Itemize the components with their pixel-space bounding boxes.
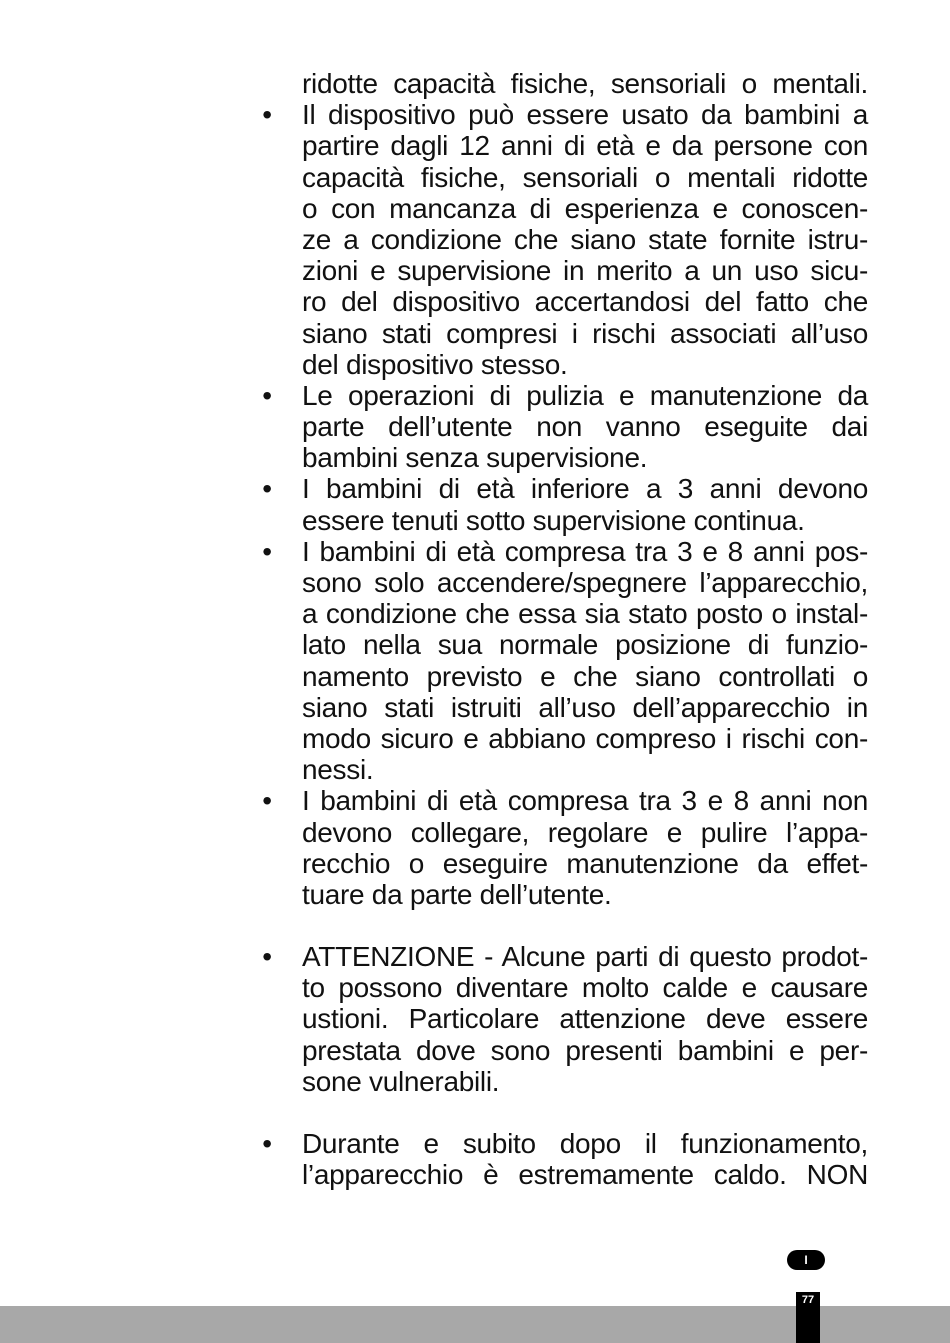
item-line: bambini senza supervisione. [302, 442, 648, 474]
item-line: a condizione che essa sia stato posto o instal- [302, 598, 868, 630]
paragraph-gap [302, 1097, 868, 1128]
item-line: prestata dove sono presenti bambini e per- [302, 1034, 868, 1066]
list-item [262, 379, 868, 474]
list-item [262, 535, 868, 786]
item-line: essere tenuti sotto supervisione continua. [302, 504, 805, 536]
item-line: Le operazioni di pulizia e manutenzione da [302, 379, 868, 411]
item-line: siano stati compresi i rischi associati all’uso [302, 317, 868, 349]
item-line: tuare da parte dell’utente. [302, 878, 612, 910]
bullet-icon: • [262, 379, 272, 411]
item-line: siano stati istruiti all’uso dell’apparecchio in [302, 691, 868, 723]
list-item [262, 785, 868, 910]
bullet-icon: • [262, 535, 272, 567]
item-line: Durante e subito dopo il funzionamento, [302, 1128, 868, 1159]
bullet-icon: • [262, 941, 272, 973]
item-line: to possono diventare molto calde e causare [302, 972, 868, 1004]
item-line: namento previsto e che siano controllati o [302, 660, 868, 692]
list-item [262, 1128, 868, 1191]
item-line: zioni e supervisione in merito a un uso sicu- [302, 255, 868, 287]
bullet-icon: • [262, 785, 272, 817]
item-line: I bambini di età inferiore a 3 anni devono [302, 473, 868, 505]
list-item [262, 99, 868, 380]
item-line: sono solo accendere/spegnere l’apparecchio, [302, 567, 868, 598]
list-item [262, 941, 868, 1097]
item-line: ustioni. Particolare attenzione deve essere [302, 1003, 868, 1035]
item-line: lato nella sua normale posizione di funzio- [302, 629, 868, 661]
item-line: ATTENZIONE - Alcune parti di questo prodot- [302, 941, 868, 973]
item-line: nessi. [302, 754, 374, 786]
item-line: o con mancanza di esperienza e conoscen- [302, 192, 868, 224]
item-line: del dispositivo stesso. [302, 348, 568, 380]
item-line: I bambini di età compresa tra 3 e 8 anni pos- [302, 535, 868, 567]
item-line: partire dagli 12 anni di età e da persone con [302, 130, 868, 162]
page-number: 77 [801, 1294, 815, 1306]
document-body [262, 68, 868, 1191]
item-line: I bambini di età compresa tra 3 e 8 anni non [302, 785, 868, 817]
bullet-icon: • [262, 1128, 272, 1159]
language-badge: I [787, 1250, 825, 1270]
item-line: l’apparecchio è estremamente caldo. NON [302, 1159, 868, 1191]
item-line: modo sicuro e abbiano compreso i rischi con- [302, 722, 868, 754]
item-line: parte dell’utente non vanno eseguite dai [302, 411, 868, 443]
item-line: sone vulnerabili. [302, 1065, 500, 1097]
item-line: devono collegare, regolare e pulire l’appa- [302, 816, 868, 848]
item-line: capacità fisiche, sensoriali o mentali ridotte [302, 161, 868, 193]
bullet-icon: • [262, 473, 272, 505]
item-line: recchio o eseguire manutenzione da effet- [302, 847, 868, 879]
item-line: ro del dispositivo accertandosi del fatto che [302, 286, 868, 318]
page-number-tab [796, 1292, 820, 1343]
list-item [262, 473, 868, 536]
paragraph-gap [302, 910, 868, 941]
intro-line: ridotte capacità fisiche, sensoriali o mentali. [302, 68, 868, 99]
bullet-icon: • [262, 99, 272, 131]
item-line: Il dispositivo può essere usato da bambini a [302, 99, 868, 131]
item-line: ze a condizione che siano state fornite istru- [302, 223, 868, 255]
